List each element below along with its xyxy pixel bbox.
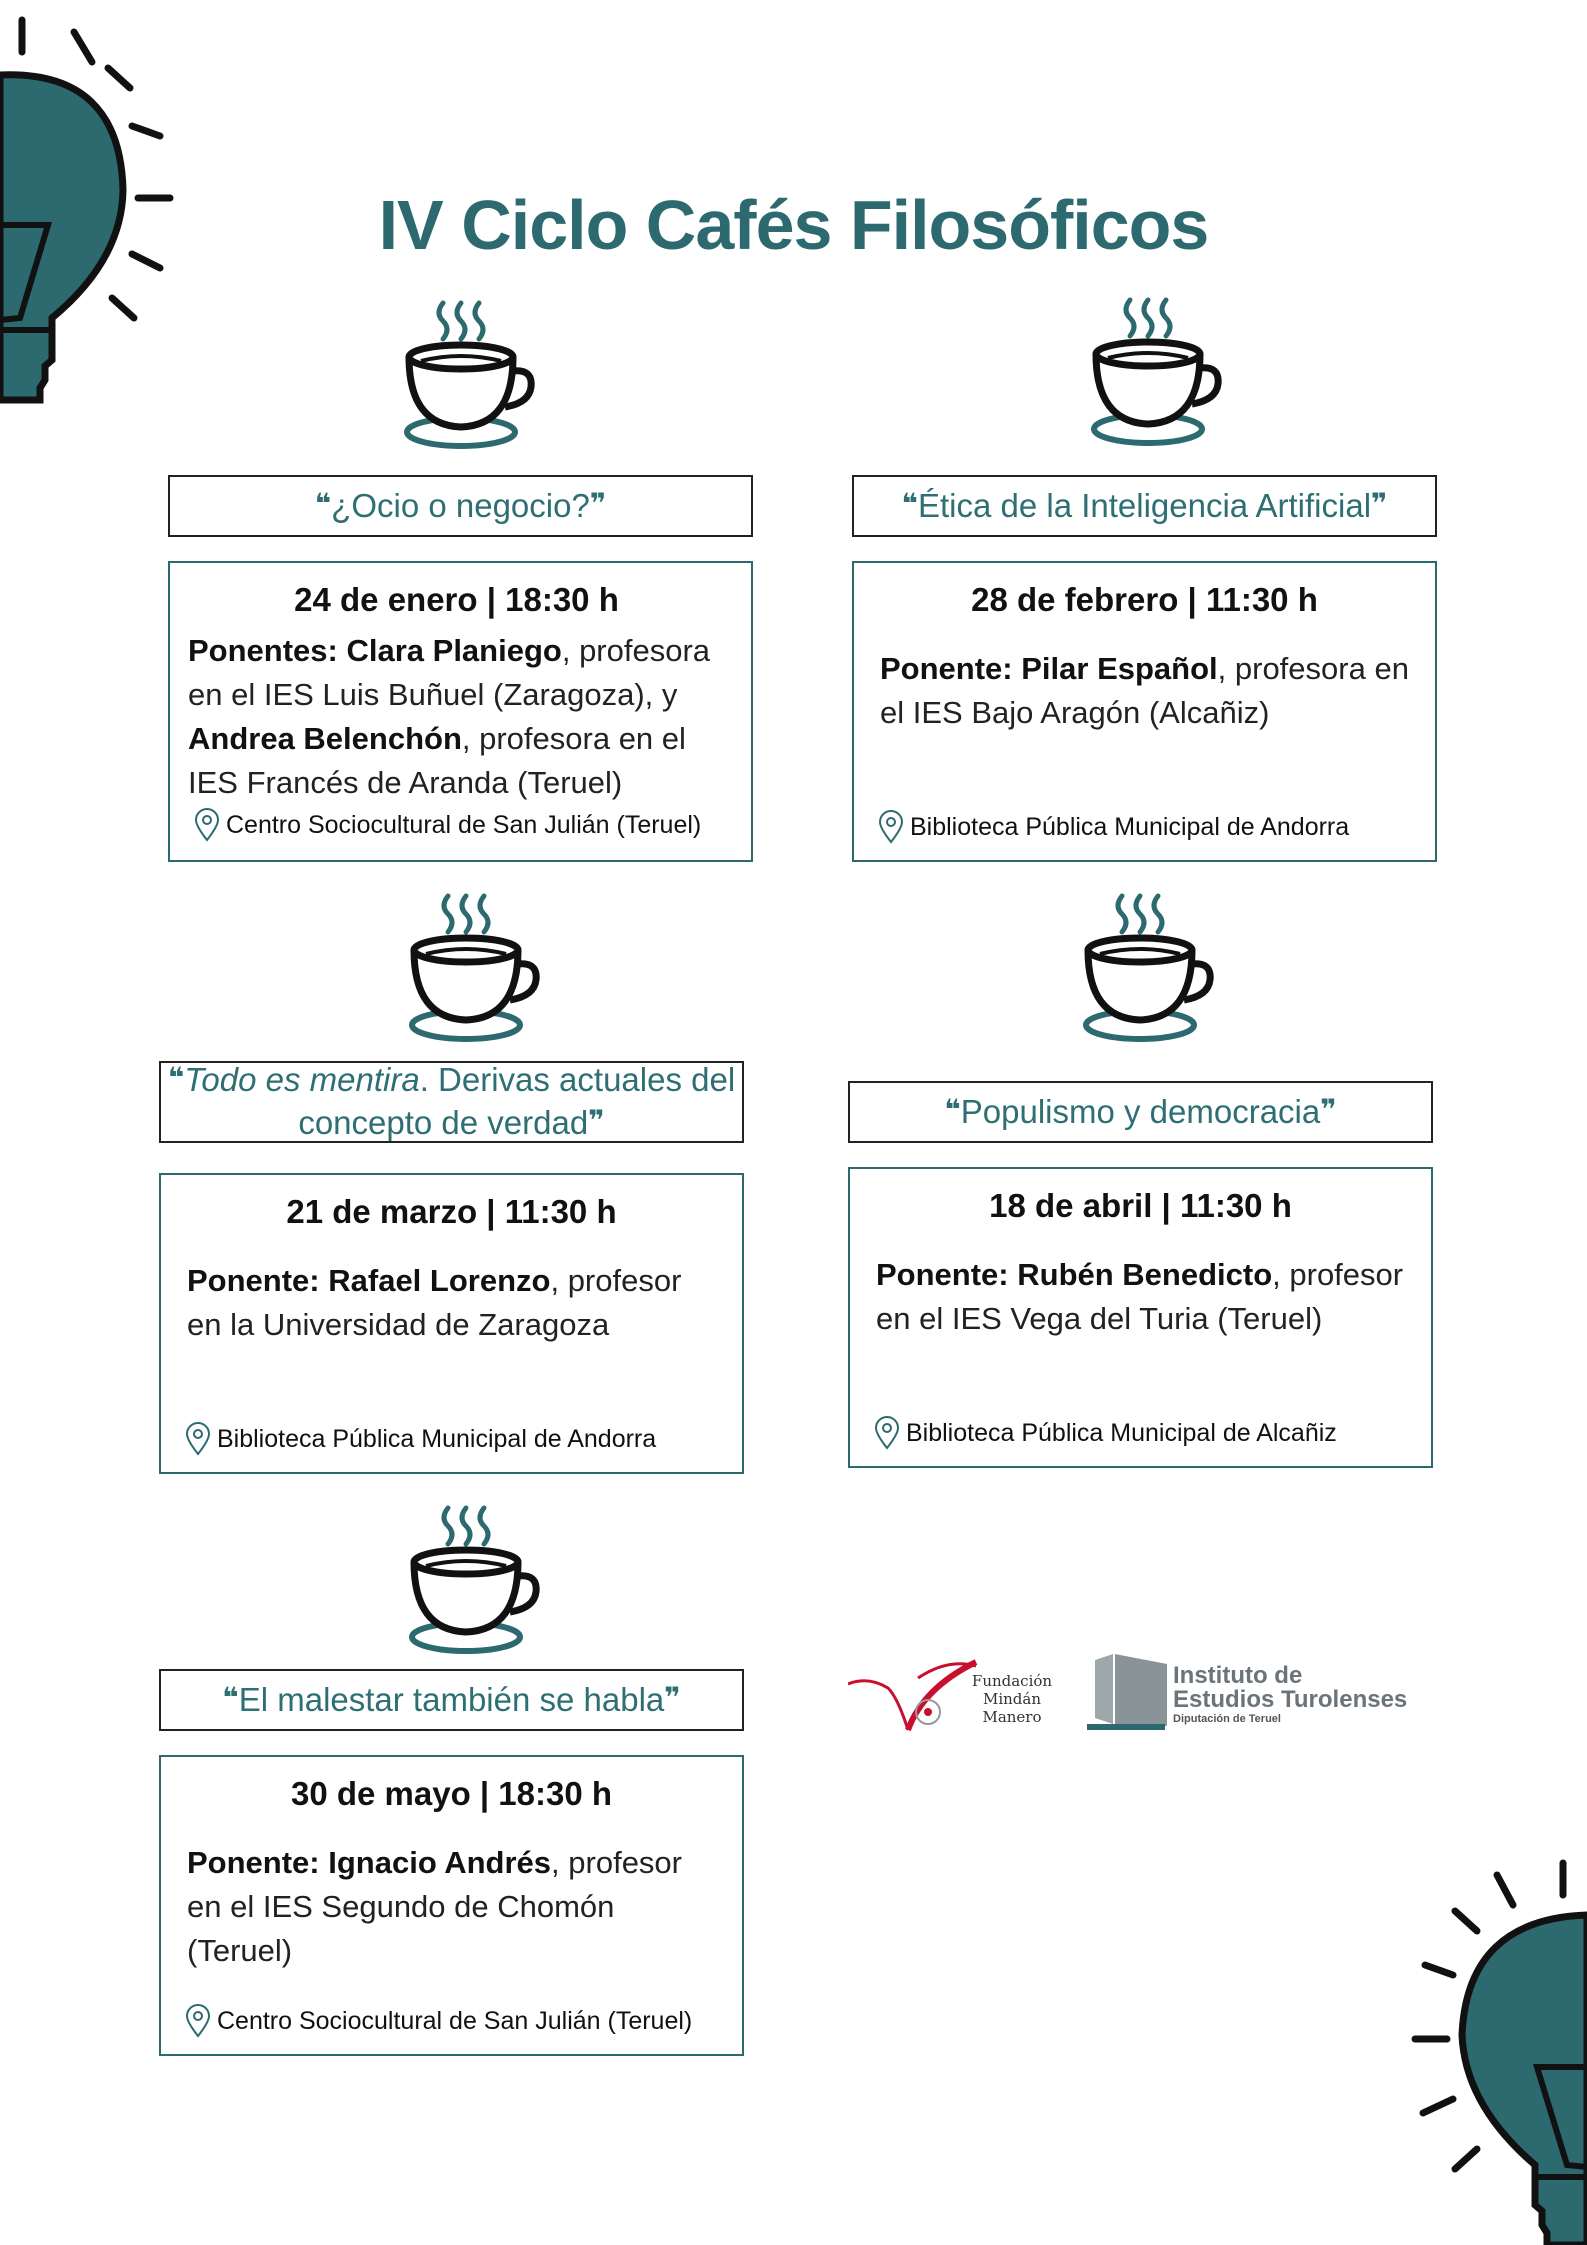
- event-speakers: [876, 1253, 1405, 1341]
- speaker-label: Ponente:: [880, 651, 1013, 686]
- event-info-box: [848, 1167, 1433, 1468]
- quote-close-icon: ❞: [664, 1681, 681, 1713]
- quote-open-icon: ❝: [222, 1681, 239, 1713]
- quote-open-icon: ❝: [944, 1093, 961, 1125]
- iet-line2: Estudios Turolenses: [1173, 1686, 1408, 1713]
- quote-open-icon: ❝: [167, 1062, 185, 1094]
- speaker-role: , profesor en la Universidad de Zaragoza: [187, 1263, 682, 1342]
- iet-line3: Diputación de Teruel: [1173, 1713, 1281, 1725]
- quote-close-icon: ❞: [588, 1105, 605, 1136]
- location-pin-icon: [878, 810, 904, 844]
- event-title-box: [848, 1081, 1433, 1143]
- event-info-box: [159, 1755, 744, 2056]
- event-title-italic: Todo es mentira: [184, 1061, 420, 1099]
- speaker-label: Ponente:: [187, 1263, 320, 1298]
- speaker-name: Pilar Español: [1021, 651, 1218, 686]
- quote-open-icon: ❝: [901, 487, 918, 519]
- event-date: 28 de febrero | 11:30 h: [971, 581, 1318, 618]
- iet-logo: [1085, 1654, 1435, 1734]
- event-speakers: [188, 629, 725, 805]
- event-info-box: [159, 1173, 744, 1474]
- venue-text: Biblioteca Pública Municipal de Andorra: [910, 812, 1350, 841]
- coffee-cup-icon: [1074, 888, 1214, 1048]
- quote-close-icon: ❞: [1320, 1093, 1337, 1125]
- speaker-name: Clara Planiego: [346, 633, 562, 668]
- event-date: 21 de marzo | 11:30 h: [286, 1193, 617, 1230]
- speaker-name: Rubén Benedicto: [1017, 1257, 1273, 1292]
- venue-text: Biblioteca Pública Municipal de Alcañiz: [906, 1418, 1337, 1447]
- event-speakers: [880, 647, 1409, 735]
- location-pin-icon: [194, 808, 220, 842]
- fundacion-line1: Fundación: [971, 1672, 1053, 1690]
- speaker-label: Ponente:: [187, 1845, 320, 1880]
- event-title: Ética de la Inteligencia Artificial: [917, 486, 1372, 524]
- event-title: . Derivas actuales del concepto de verdad: [298, 1061, 736, 1141]
- event-venue: [185, 2004, 692, 2038]
- event-title-box: [159, 1061, 744, 1143]
- event-venue: [874, 1416, 1337, 1450]
- coffee-cup-icon: [400, 888, 540, 1048]
- event-title-box: [168, 475, 753, 537]
- event-venue: [194, 808, 701, 842]
- event-title: El malestar también se habla: [238, 1680, 665, 1718]
- page-title: IV Ciclo Cafés Filosóficos: [378, 186, 1209, 264]
- speaker-name: Ignacio Andrés: [328, 1845, 552, 1880]
- iet-line1: Instituto de: [1173, 1662, 1303, 1689]
- event-title-box: [852, 475, 1437, 537]
- speaker-name: Rafael Lorenzo: [328, 1263, 551, 1298]
- coffee-cup-icon: [400, 1500, 540, 1660]
- venue-text: Centro Sociocultural de San Julián (Teruel): [226, 810, 702, 839]
- location-pin-icon: [874, 1416, 900, 1450]
- event-title: ¿Ocio o negocio?: [331, 486, 590, 524]
- lightbulb-icon: [1397, 1855, 1587, 2245]
- venue-text: Centro Sociocultural de San Julián (Teruel): [217, 2006, 693, 2035]
- fundacion-logo-text: [956, 1672, 1068, 1726]
- event-info-box: [852, 561, 1437, 862]
- iet-logo-mark: [1085, 1654, 1171, 1730]
- quote-open-icon: ❝: [314, 487, 332, 519]
- event-date: 30 de mayo | 18:30 h: [290, 1775, 613, 1812]
- speaker-role: , profesor en el IES Vega del Turia (Teruel): [876, 1257, 1404, 1336]
- venue-text: Biblioteca Pública Municipal de Andorra: [217, 1424, 657, 1453]
- event-date: 24 de enero | 18:30 h: [294, 581, 619, 618]
- speaker-label: Ponentes:: [188, 633, 338, 668]
- quote-close-icon: ❞: [589, 487, 607, 519]
- fundacion-line2: Mindán Manero: [982, 1690, 1042, 1726]
- event-date: 18 de abril | 11:30 h: [989, 1187, 1292, 1224]
- speaker-role: , profesor en el IES Segundo de Chomón (Teruel): [187, 1845, 682, 1968]
- iet-logo-text: [1173, 1664, 1407, 1726]
- quote-close-icon: ❞: [1371, 487, 1388, 519]
- event-speakers: [187, 1841, 716, 1973]
- location-pin-icon: [185, 2004, 211, 2038]
- location-pin-icon: [185, 1422, 211, 1456]
- event-info-box: [168, 561, 753, 862]
- speaker-role: , profesora en el IES Bajo Aragón (Alcañiz): [880, 651, 1409, 730]
- speaker-label: Ponente:: [876, 1257, 1009, 1292]
- event-speakers: [187, 1259, 716, 1347]
- event-title-box: [159, 1669, 744, 1731]
- fundacion-logo: [848, 1648, 1068, 1738]
- coffee-cup-icon: [1082, 292, 1222, 452]
- speaker-role: , profesora en el IES Luis Buñuel (Zaragoza), y: [188, 633, 711, 712]
- coffee-cup-icon: [395, 295, 535, 455]
- event-title: Populismo y democracia: [960, 1092, 1321, 1130]
- speaker-role: , profesora en el IES Francés de Aranda (Teruel): [188, 721, 686, 800]
- speaker-name: Andrea Belenchón: [188, 721, 462, 756]
- event-venue: [185, 1422, 656, 1456]
- event-venue: [878, 810, 1349, 844]
